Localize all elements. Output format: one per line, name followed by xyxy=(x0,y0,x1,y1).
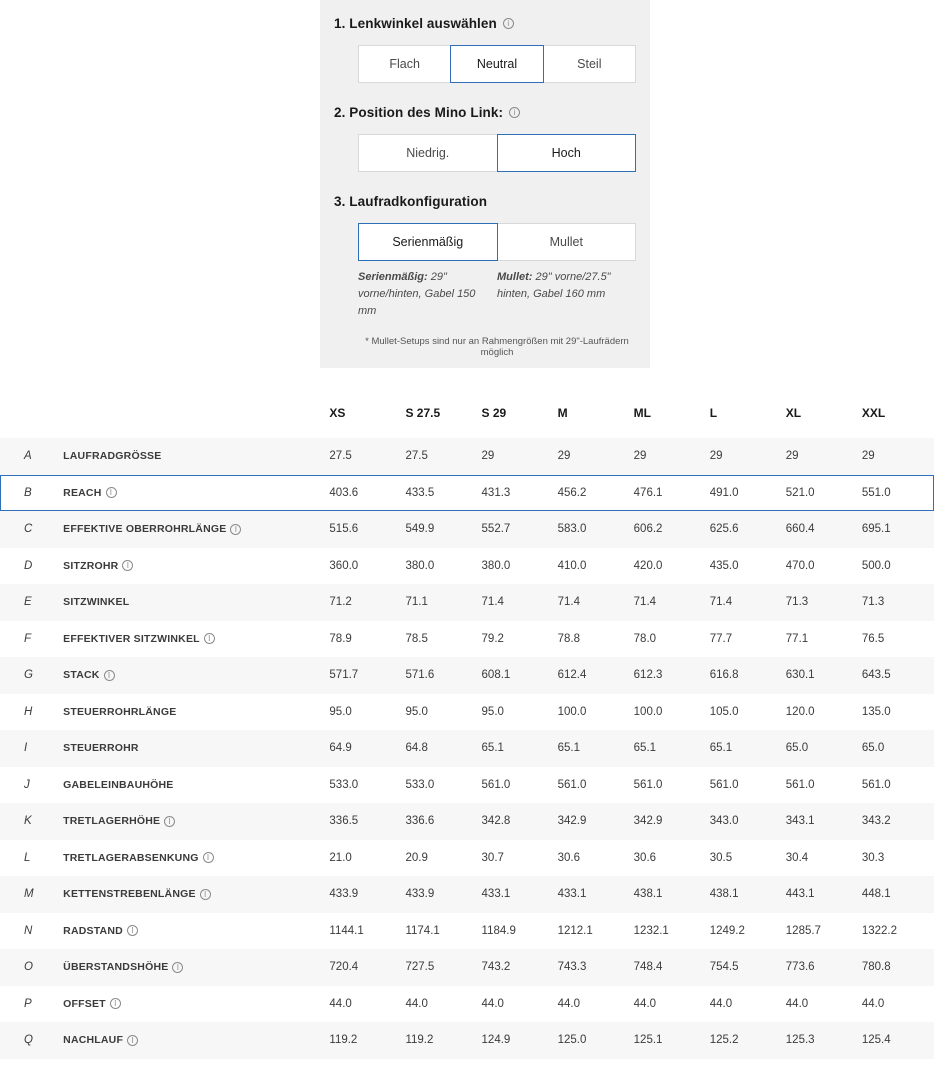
header-size-xl: XL xyxy=(782,400,858,438)
row-value: 748.4 xyxy=(633,961,663,974)
table-row xyxy=(0,438,934,475)
row-value: 29 xyxy=(481,450,495,463)
row-label xyxy=(59,767,325,804)
row-value: 71.2 xyxy=(329,596,352,609)
row-value: 743.3 xyxy=(557,961,587,974)
info-icon[interactable]: I xyxy=(230,524,241,535)
header-size-xs: XS xyxy=(325,400,401,438)
row-value: 100.0 xyxy=(633,705,663,718)
info-icon[interactable]: I xyxy=(203,852,214,863)
row-value: 30.3 xyxy=(861,851,885,864)
row-value: 29 xyxy=(557,450,571,463)
row-label xyxy=(59,949,325,986)
table-header-row xyxy=(0,400,934,438)
row-key: G xyxy=(24,669,33,682)
row-value: 64.9 xyxy=(329,742,352,755)
row-value: 616.8 xyxy=(709,669,739,682)
row-label xyxy=(59,876,325,913)
row-value: 44.0 xyxy=(329,997,352,1010)
row-value: 65.1 xyxy=(481,742,504,755)
table-row xyxy=(0,913,934,950)
row-value: 549.9 xyxy=(405,523,435,536)
row-label xyxy=(59,913,325,950)
row-value: 533.0 xyxy=(405,778,435,791)
row-value: 71.3 xyxy=(861,596,885,609)
row-value: 30.5 xyxy=(709,851,733,864)
row-value: 78.9 xyxy=(329,632,352,645)
row-value: 1184.9 xyxy=(481,924,516,937)
wheelsetup-option-mullet[interactable]: Mullet xyxy=(497,223,637,261)
row-value: 720.4 xyxy=(329,961,359,974)
row-value: 420.0 xyxy=(633,559,663,572)
row-value: 44.0 xyxy=(481,997,504,1010)
row-value: 29 xyxy=(785,450,799,463)
row-value: 433.9 xyxy=(405,888,435,901)
table-row xyxy=(0,584,934,621)
row-key: O xyxy=(24,961,33,974)
row-value: 561.0 xyxy=(861,778,891,791)
row-value: 561.0 xyxy=(709,778,739,791)
row-value: 71.4 xyxy=(557,596,580,609)
row-value: 521.0 xyxy=(785,486,815,499)
row-value: 660.4 xyxy=(785,523,815,536)
row-value: 448.1 xyxy=(861,888,891,901)
row-label-text: NACHLAUF xyxy=(63,1034,124,1047)
header-size-l: L xyxy=(706,400,782,438)
table-row xyxy=(0,949,934,986)
row-value: 135.0 xyxy=(861,705,891,718)
row-value: 65.1 xyxy=(557,742,580,755)
info-icon[interactable]: I xyxy=(204,633,215,644)
row-key: L xyxy=(24,851,31,864)
row-value: 30.7 xyxy=(481,851,504,864)
row-label xyxy=(59,1022,325,1059)
row-value: 612.4 xyxy=(557,669,587,682)
row-value: 77.7 xyxy=(709,632,733,645)
row-value: 20.9 xyxy=(405,851,428,864)
row-value: 44.0 xyxy=(405,997,428,1010)
header-size-ml: ML xyxy=(630,400,706,438)
row-value: 561.0 xyxy=(481,778,511,791)
row-label-text: SITZROHR xyxy=(63,559,119,572)
row-value: 403.6 xyxy=(329,486,359,499)
row-value: 552.7 xyxy=(481,523,511,536)
row-value: 1322.2 xyxy=(861,924,898,937)
row-value: 78.8 xyxy=(557,632,580,645)
row-key: F xyxy=(24,632,32,645)
headangle-option-flach[interactable]: Flach xyxy=(358,45,451,83)
row-label xyxy=(59,584,325,621)
row-value: 124.9 xyxy=(481,1034,511,1047)
row-value: 29 xyxy=(861,450,875,463)
row-value: 71.4 xyxy=(633,596,657,609)
row-value: 360.0 xyxy=(329,559,359,572)
table-row xyxy=(0,1022,934,1059)
row-key: H xyxy=(24,705,33,718)
row-value: 773.6 xyxy=(785,961,815,974)
info-icon[interactable]: I xyxy=(104,670,115,681)
geometry-configurator xyxy=(320,0,650,368)
headangle-option-neutral[interactable]: Neutral xyxy=(450,45,543,83)
row-value: 438.1 xyxy=(709,888,739,901)
row-label-text: TRETLAGERABSENKUNG xyxy=(63,851,199,864)
row-label xyxy=(59,548,325,585)
configurator-footnote: * Mullet-Setups sind nur an Rahmengrößen mit 29"-Laufrädern möglich xyxy=(365,336,629,359)
row-value: 1232.1 xyxy=(633,924,669,937)
header-label xyxy=(59,400,325,438)
wheelsetup-option-serienmaessig[interactable]: Serienmäßig xyxy=(358,223,498,261)
row-value: 612.3 xyxy=(633,669,663,682)
row-label xyxy=(59,438,325,475)
wheel-note-serienmaessig-label: Serienmäßig: xyxy=(358,271,428,283)
row-label-text: STEUERROHRLÄNGE xyxy=(63,705,177,718)
row-label xyxy=(59,621,325,658)
info-icon[interactable]: I xyxy=(127,925,138,936)
table-row xyxy=(0,621,934,658)
row-value: 695.1 xyxy=(861,523,891,536)
minolink-option-group xyxy=(358,134,636,172)
row-value: 476.1 xyxy=(633,486,663,499)
wheel-note-serienmaessig-text: 29" vorne/hinten, Gabel 150 mm xyxy=(358,271,476,318)
row-value: 125.2 xyxy=(709,1034,739,1047)
header-size-m: M xyxy=(554,400,630,438)
row-value: 44.0 xyxy=(557,997,580,1010)
row-value: 561.0 xyxy=(785,778,815,791)
row-value: 120.0 xyxy=(785,705,815,718)
row-value: 571.6 xyxy=(405,669,435,682)
row-value: 30.6 xyxy=(633,851,657,864)
wheel-notes xyxy=(358,269,636,320)
table-row xyxy=(0,803,934,840)
info-icon[interactable]: I xyxy=(110,998,121,1009)
row-value: 561.0 xyxy=(633,778,663,791)
row-value: 65.0 xyxy=(861,742,885,755)
minolink-option-niedrig[interactable]: Niedrig. xyxy=(358,134,498,172)
row-value: 27.5 xyxy=(405,450,428,463)
row-value: 643.5 xyxy=(861,669,891,682)
row-value: 71.3 xyxy=(785,596,809,609)
row-label xyxy=(59,475,325,512)
row-value: 608.1 xyxy=(481,669,511,682)
row-key: E xyxy=(24,596,32,609)
row-value: 1144.1 xyxy=(329,924,364,937)
row-value: 29 xyxy=(709,450,723,463)
row-value: 71.4 xyxy=(709,596,733,609)
row-label xyxy=(59,657,325,694)
row-value: 380.0 xyxy=(405,559,435,572)
row-key: A xyxy=(24,450,32,463)
info-icon[interactable]: i xyxy=(503,18,514,29)
row-value: 571.7 xyxy=(329,669,359,682)
row-value: 435.0 xyxy=(709,559,739,572)
row-value: 551.0 xyxy=(861,486,891,499)
row-value: 44.0 xyxy=(785,997,809,1010)
info-icon[interactable]: I xyxy=(127,1035,138,1046)
row-key: D xyxy=(24,559,33,572)
row-value: 343.2 xyxy=(861,815,891,828)
row-value: 1174.1 xyxy=(405,924,440,937)
step-2-title xyxy=(334,105,636,120)
row-value: 65.1 xyxy=(709,742,733,755)
row-value: 583.0 xyxy=(557,523,587,536)
row-label-text: RADSTAND xyxy=(63,924,123,937)
wheelsetup-option-group xyxy=(358,223,636,261)
row-value: 78.5 xyxy=(405,632,428,645)
header-key xyxy=(0,400,59,438)
row-value: 410.0 xyxy=(557,559,587,572)
wheel-note-mullet xyxy=(497,269,636,320)
row-value: 342.8 xyxy=(481,815,511,828)
row-label xyxy=(59,840,325,877)
row-value: 336.6 xyxy=(405,815,435,828)
row-value: 561.0 xyxy=(557,778,587,791)
row-label xyxy=(59,803,325,840)
row-value: 100.0 xyxy=(557,705,587,718)
row-value: 105.0 xyxy=(709,705,739,718)
headangle-option-group xyxy=(358,45,636,83)
row-key: K xyxy=(24,815,32,828)
row-value: 336.5 xyxy=(329,815,359,828)
row-key: N xyxy=(24,924,33,937)
row-value: 343.1 xyxy=(785,815,815,828)
row-value: 433.1 xyxy=(481,888,511,901)
table-row xyxy=(0,730,934,767)
row-value: 30.4 xyxy=(785,851,809,864)
header-size-xxl: XXL xyxy=(858,400,934,438)
info-icon[interactable]: i xyxy=(509,107,520,118)
table-row xyxy=(0,694,934,731)
row-key: J xyxy=(24,778,30,791)
row-label-text: EFFEKTIVER SITZWINKEL xyxy=(63,632,200,645)
geometry-table-body xyxy=(0,438,934,1059)
row-value: 44.0 xyxy=(633,997,657,1010)
step-3-title-text: 3. Laufradkonfiguration xyxy=(334,194,488,209)
row-value: 95.0 xyxy=(329,705,352,718)
row-value: 743.2 xyxy=(481,961,511,974)
header-size-s29: S 29 xyxy=(478,400,554,438)
row-value: 533.0 xyxy=(329,778,359,791)
info-icon[interactable]: I xyxy=(164,816,175,827)
table-row xyxy=(0,511,934,548)
row-value: 1212.1 xyxy=(557,924,593,937)
wheel-note-mullet-label: Mullet: xyxy=(497,271,533,283)
table-row xyxy=(0,876,934,913)
row-key: Q xyxy=(24,1034,33,1047)
row-value: 625.6 xyxy=(709,523,739,536)
table-row xyxy=(0,475,934,512)
row-value: 500.0 xyxy=(861,559,891,572)
row-label-text: GABELEINBAUHÖHE xyxy=(63,778,174,791)
row-label-text: ÜBERSTANDSHÖHE xyxy=(63,961,169,974)
row-value: 65.0 xyxy=(785,742,809,755)
row-value: 64.8 xyxy=(405,742,428,755)
row-value: 438.1 xyxy=(633,888,663,901)
row-value: 77.1 xyxy=(785,632,809,645)
info-icon[interactable]: I xyxy=(106,487,117,498)
step-2-title-text: 2. Position des Mino Link: xyxy=(334,105,504,120)
row-value: 95.0 xyxy=(405,705,428,718)
row-value: 27.5 xyxy=(329,450,352,463)
row-value: 125.1 xyxy=(633,1034,663,1047)
row-value: 71.4 xyxy=(481,596,504,609)
row-value: 342.9 xyxy=(557,815,587,828)
row-value: 342.9 xyxy=(633,815,663,828)
row-value: 95.0 xyxy=(481,705,504,718)
row-value: 125.0 xyxy=(557,1034,587,1047)
geometry-table xyxy=(0,400,934,1059)
row-key: P xyxy=(24,997,32,1010)
row-value: 29 xyxy=(633,450,647,463)
row-key: C xyxy=(24,523,33,536)
row-value: 76.5 xyxy=(861,632,885,645)
row-value: 754.5 xyxy=(709,961,739,974)
row-value: 71.1 xyxy=(405,596,428,609)
row-value: 433.5 xyxy=(405,486,435,499)
header-size-s275: S 27.5 xyxy=(401,400,477,438)
row-label-text: STEUERROHR xyxy=(63,742,139,755)
row-value: 433.9 xyxy=(329,888,359,901)
wheel-note-mullet-text: 29" vorne/27.5" hinten, Gabel 160 mm xyxy=(497,271,611,301)
row-label-text: SITZWINKEL xyxy=(63,596,130,609)
row-value: 606.2 xyxy=(633,523,663,536)
row-value: 515.6 xyxy=(329,523,359,536)
table-row xyxy=(0,657,934,694)
row-value: 456.2 xyxy=(557,486,587,499)
row-value: 630.1 xyxy=(785,669,815,682)
table-row xyxy=(0,548,934,585)
row-value: 44.0 xyxy=(861,997,885,1010)
row-key: B xyxy=(24,486,32,499)
row-value: 433.1 xyxy=(557,888,587,901)
row-label-text: KETTENSTREBENLÄNGE xyxy=(63,888,196,901)
table-row xyxy=(0,840,934,877)
step-1-title xyxy=(334,16,636,31)
row-label xyxy=(59,986,325,1023)
step-1-title-text: 1. Lenkwinkel auswählen xyxy=(334,16,497,31)
row-value: 380.0 xyxy=(481,559,511,572)
row-label-text: OFFSET xyxy=(63,997,106,1010)
row-value: 119.2 xyxy=(405,1034,434,1047)
row-label xyxy=(59,511,325,548)
row-value: 443.1 xyxy=(785,888,815,901)
row-value: 119.2 xyxy=(329,1034,358,1047)
row-value: 343.0 xyxy=(709,815,739,828)
table-row xyxy=(0,986,934,1023)
row-value: 78.0 xyxy=(633,632,657,645)
wheel-note-serienmaessig xyxy=(358,269,497,320)
minolink-option-hoch[interactable]: Hoch xyxy=(497,134,637,172)
geometry-table-head xyxy=(0,400,934,438)
headangle-option-steil[interactable]: Steil xyxy=(543,45,636,83)
row-value: 780.8 xyxy=(861,961,891,974)
table-row xyxy=(0,767,934,804)
row-label-text: STACK xyxy=(63,669,100,682)
row-value: 491.0 xyxy=(709,486,739,499)
row-value: 65.1 xyxy=(633,742,657,755)
info-icon[interactable]: I xyxy=(172,962,183,973)
row-label-text: LAUFRADGRÖSSE xyxy=(63,450,162,463)
row-key: I xyxy=(24,742,28,755)
row-value: 431.3 xyxy=(481,486,511,499)
row-value: 1249.2 xyxy=(709,924,745,937)
row-value: 727.5 xyxy=(405,961,435,974)
row-value: 30.6 xyxy=(557,851,580,864)
row-value: 21.0 xyxy=(329,851,352,864)
row-label-text: EFFEKTIVE OBERROHRLÄNGE xyxy=(63,523,227,536)
row-value: 44.0 xyxy=(709,997,733,1010)
info-icon[interactable]: I xyxy=(200,889,211,900)
row-label-text: REACH xyxy=(63,486,102,499)
row-value: 1285.7 xyxy=(785,924,821,937)
step-3-title xyxy=(334,194,636,209)
row-value: 125.3 xyxy=(785,1034,815,1047)
row-label-text: TRETLAGERHÖHE xyxy=(63,815,161,828)
row-value: 79.2 xyxy=(481,632,504,645)
info-icon[interactable]: I xyxy=(122,560,133,571)
row-label xyxy=(59,730,325,767)
row-key: M xyxy=(24,888,34,901)
row-value: 125.4 xyxy=(861,1034,891,1047)
row-value: 470.0 xyxy=(785,559,815,572)
row-label xyxy=(59,694,325,731)
